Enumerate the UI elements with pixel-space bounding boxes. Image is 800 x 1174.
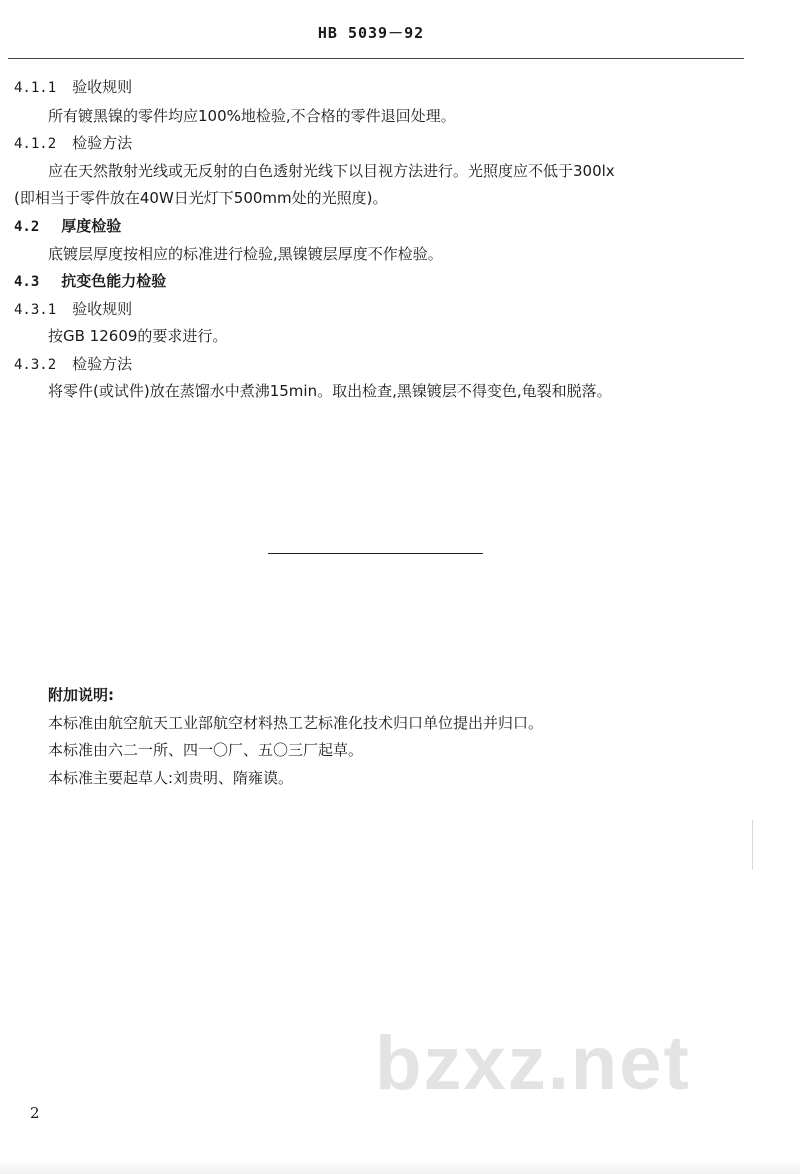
document-code: HB 5039－92 [317,24,425,42]
notes-heading: 附加说明: [48,686,114,704]
section-number: 4.3.1 [14,302,57,318]
section-4-1-2-text-line1: 应在天然散射光线或无反射的白色透射光线下以目视方法进行。光照度应不低于300lx [48,162,615,180]
section-number: 4.3.2 [14,357,57,373]
section-number: 4.1.1 [14,80,57,96]
section-title: 检验方法 [72,134,133,152]
scan-bottom-edge [0,1160,800,1174]
section-4-2-heading [14,216,121,237]
section-title: 验收规则 [72,78,133,96]
section-number: 4.2 [14,219,40,235]
section-title: 厚度检验 [61,217,122,235]
notes-line-3: 本标准主要起草人:刘贵明、隋雍谟。 [48,769,294,787]
section-4-3-2-heading [14,354,132,375]
watermark-text: bzxz.net [375,1021,691,1106]
section-4-1-2-text-line2: (即相当于零件放在40W日光灯下500mm处的光照度)。 [14,189,388,207]
notes-line-1: 本标准由航空航天工业部航空材料热工艺标准化技术归口单位提出并归口。 [48,714,544,732]
section-title: 验收规则 [72,300,133,318]
section-4-1-1-text: 所有镀黑镍的零件均应100%地检验,不合格的零件退回处理。 [48,107,456,125]
section-4-3-1-text: 按GB 12609的要求进行。 [48,327,228,345]
section-4-3-heading [14,271,166,292]
end-of-text-rule [268,553,483,554]
notes-line-2: 本标准由六二一所、四一〇厂、五〇三厂起草。 [48,741,364,759]
section-title: 抗变色能力检验 [61,272,167,290]
section-4-1-2-heading [14,133,132,154]
section-4-3-1-heading [14,299,132,320]
header-divider [8,58,744,59]
section-4-2-text: 底镀层厚度按相应的标准进行检验,黑镍镀层厚度不作检验。 [48,245,443,263]
page-number: 2 [30,1104,40,1122]
scan-artifact-line [752,820,753,870]
section-title: 检验方法 [72,355,133,373]
section-4-1-1-heading [14,77,132,98]
section-4-3-2-text: 将零件(或试件)放在蒸馏水中煮沸15min。取出检查,黑镍镀层不得变色,龟裂和脱落。 [48,382,612,400]
section-number: 4.3 [14,274,40,290]
section-number: 4.1.2 [14,136,57,152]
